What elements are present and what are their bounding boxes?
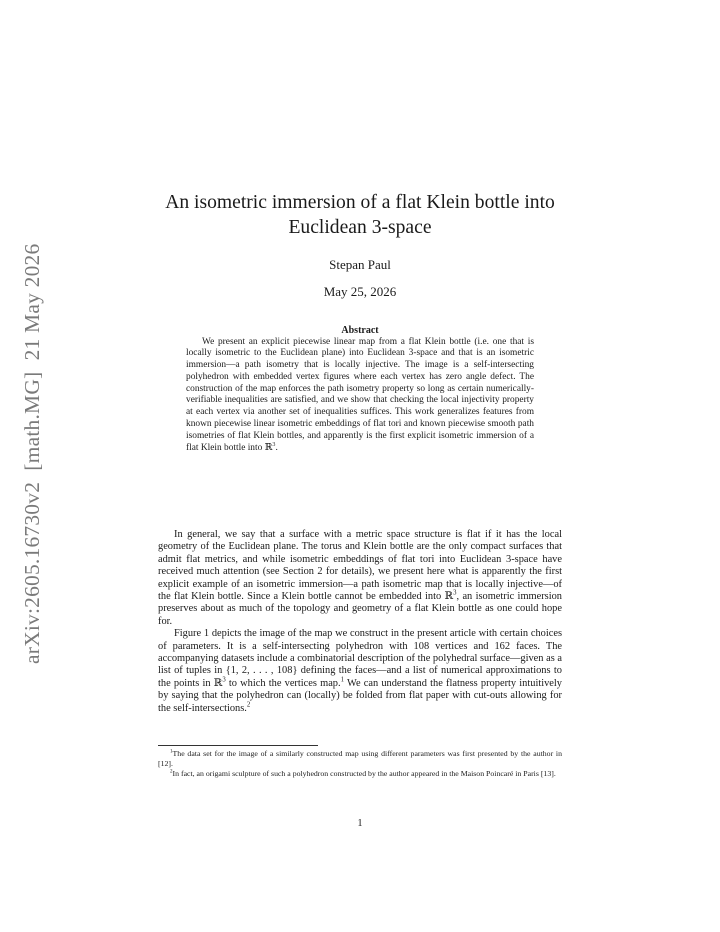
abstract-body	[186, 337, 534, 455]
paper-title	[158, 190, 562, 240]
footnote-2-text: In fact, an origami sculpture of such a polyhedron constructed by the author appeared in the Maison Poincaré in Paris [13].	[172, 768, 556, 778]
title-line-1: An isometric immersion of a flat Klein bottle into	[165, 192, 555, 213]
abstract-heading: Abstract	[341, 325, 379, 336]
paragraph-2-superscript: 3	[222, 676, 226, 684]
footnote-rule	[158, 745, 318, 746]
footnote-1	[158, 749, 562, 769]
footnotes	[158, 749, 562, 778]
paragraph-2-text-a: Figure 1 depicts the image of the map we construct in the present article with certain choices of parameters. It is a self-intersecting polyhedron with 108 vertices and 162 faces. The accompanying datasets include a combinatorial description of the polyhedral surface—given as a list of tuples in {1, 2, . . . , 108} defining the faces—and a list of numerical approximations to the points in ℝ	[158, 628, 562, 689]
abstract-superscript: 3	[272, 441, 276, 448]
paragraph-2-text-c: We can understand the flatness property intuitively by saying that the polyhedron can (locally) be folded from flat paper with cut-outs allowing for the self-intersections.	[158, 677, 563, 714]
abstract-text: We present an explicit piecewise linear map from a flat Klein bottle (i.e. one that is locally isometric to the Euclidean plane) into Euclidean 3-space and that is an isometric immersion—a path isometry that is locally injective. The image is a self-intersecting polyhedron with embedded vertex figures where each vertex has zero angle defect. The construction of the map enforces the path isometry property so long as certain numerically-verifiable inequalities are satisfied, and we show that checking the local injectivity property at each vertex via another set of inequalities suffices. This work generalizes features from known piecewise linear isometric embeddings of flat tori and known piecewise smooth path isometries of flat Klein bottles, and apparently is the first explicit isometric immersion of a flat Klein bottle into ℝ	[186, 336, 534, 453]
footnote-ref-1[interactable]: 1	[340, 676, 344, 684]
footnote-ref-2[interactable]: 2	[246, 701, 251, 709]
paragraph-1-superscript: 3	[453, 589, 457, 597]
footnote-2-mark: 2	[170, 768, 173, 774]
paragraph-2-text-b: to which the vertices map.	[225, 677, 341, 689]
author-name: Stepan Paul	[329, 257, 391, 272]
paper-date: May 25, 2026	[323, 284, 397, 299]
paragraph-1	[158, 529, 562, 628]
paragraph-1-text-a: In general, we say that a surface with a metric space structure is flat if it has the local geometry of the Euclidean plane. The torus and Klein bottle are the only compact surfaces that admit flat metrics, and while isometric embeddings of flat tori into Euclidean 3-space have received much attention (see Section 2 for details), we present here what is apparently the first explicit example of an isometric immersion—a path isometric map that is locally injective—of the flat Klein bottle. Since a Klein bottle cannot be embedded into ℝ	[158, 529, 562, 603]
paragraph-1-text-b: , an isometric immersion preserves about as much of the topology and geometry of a flat Klein bottle as one could hope for.	[158, 591, 562, 627]
abstract-text-end: .	[275, 442, 278, 453]
arxiv-identifier-stamp: arXiv:2605.16730v2 [math.MG] 21 May 2026	[20, 243, 44, 664]
page-number: 1	[357, 818, 363, 829]
body-text	[158, 529, 562, 715]
footnote-1-mark: 1	[170, 748, 173, 755]
footnote-1-text: The data set for the image of a similarly constructed map using different parameters was first presented by the author in [12].	[158, 749, 562, 768]
footnote-2	[158, 769, 562, 779]
title-line-2: Euclidean 3-space	[288, 217, 432, 238]
paragraph-2	[158, 628, 562, 715]
